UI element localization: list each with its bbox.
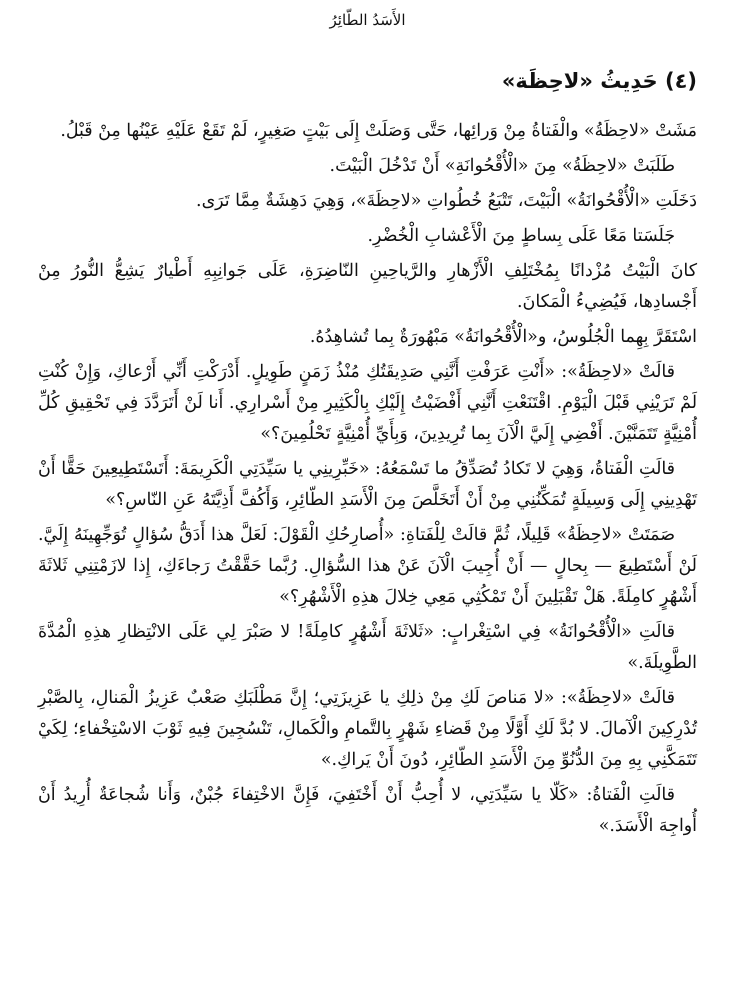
paragraph: كانَ الْبَيْتُ مُزْدانًا بِمُخْتَلِفِ الْأَزْهارِ والرَّياحِينِ النّاضِرَةِ، عَلَى جَوانِبِهِ أَطْيارٌ يَشِعُّ النُّورُ مِنْ أَجْسادِها، فَيُضِيءُ الْمَكانَ. [38, 261, 697, 312]
paragraph: قالَتْ «لاحِظَةُ»: «أَنْتِ عَرَفْتِ أَنَّنِي صَدِيقَتُكِ مُنْذُ زَمَنٍ طَوِيلٍ. أَدْرَكْتِ أَنِّي أَرْعاكِ، وَإِنْ كُنْتِ لَمْ تَرَيْنِي قَبْلَ الْيَوْمِ. اقْتَنَعْتِ أَنَّنِي أَفْضَيْتُ إِلَيْكِ بِالْكَثِيرِ مِنْ أَسْرارِي. أَنا لَنْ أَتَرَدَّدَ فِي تَحْقِيقِ كُلِّ أُمْنِيَّةٍ تَتَمَنَّيْنَ. أَفْضِي إِلَيَّ الْآنَ بِما تُرِيدِينَ، وَبِأَيِّ أُمْنِيَّةٍ تَحْلُمِينَ؟» [38, 362, 697, 444]
paragraph: مَشَتْ «لاحِظَةُ» والْفَتاةُ مِنْ وَرائِها، حَتَّى وَصَلَتْ إِلَى بَيْتٍ صَغِيرٍ، لَمْ تَقَعْ عَلَيْهِ عَيْنُها مِنْ قَبْلُ. [60, 121, 697, 141]
paragraph: اسْتَقَرَّ بِهِما الْجُلُوسُ، و«الْأُقْحُوانَةُ» مَبْهُورَةٌ بِما تُشاهِدُهُ. [309, 327, 697, 347]
paragraph: قالَتِ الْفَتاةُ، وَهِيَ لا تَكادُ تُصَدِّقُ ما تَسْمَعُهُ: «خَبِّرِينِي يا سَيِّدَتِي الْكَرِيمَةَ: أَتَسْتَطِيعِينَ حَقًّا أَنْ تَهْدِينِي إِلَى وَسِيلَةٍ تُمَكِّنُنِي مِنْ أَنْ أَتَخَلَّصَ مِنَ الْأَسَدِ الطّائِرِ، وَأَكُفَّ أَذِيَّتَهُ عَنِ النّاسِ؟» [38, 459, 697, 510]
paragraph: جَلَسَتا مَعًا عَلَى بِساطٍ مِنَ الْأَعْشابِ الْخُضْرِ. [367, 226, 675, 246]
paragraph: طَلَبَتْ «لاحِظَةُ» مِنَ «الْأُقْحُوانَةِ» أَنْ تَدْخُلَ الْبَيْتَ. [329, 156, 675, 176]
paragraph: قالَتِ الْفَتاةُ: «كَلّا يا سَيِّدَتِي، لا أُحِبُّ أَنْ أَخْتَفِيَ، فَإِنَّ الاخْتِفاءَ جُبْنٌ، وَأَنا شُجاعَةٌ أُرِيدُ أَنْ أُواجِهَ الْأَسَدَ.» [38, 785, 697, 836]
chapter-title: (٤) حَدِيثُ «لاحِظَة» [501, 69, 697, 93]
body-text [38, 116, 697, 842]
paragraph: قالَتِ «الْأُقْحُوانَةُ» فِي اسْتِغْرابٍ: «ثَلاثَةَ أَشْهُرٍ كامِلَةً! لا صَبْرَ لِي عَلَى الانْتِظارِ هذِهِ الْمُدَّةَ الطَّوِيلَةَ.» [38, 622, 697, 673]
paragraph: قالَتْ «لاحِظَةُ»: «لا مَناصَ لَكِ مِنْ ذلِكِ يا عَزِيزَتِي؛ إِنَّ مَطْلَبَكِ صَعْبٌ عَزِيزُ الْمَنالِ، بِالصَّبْرِ تُدْرِكِينَ الْآمالَ. لا بُدَّ لَكِ أَوَّلًا مِنْ قَضاءِ شَهْرٍ بِالتَّمامِ والْكَمالِ، تَنْسُجِينَ فِيهِ ثَوْبَ الاسْتِخْفاءِ؛ لِكَيْ تَتَمَكَّنِي بِهِ مِنَ الدُّنُوِّ مِنَ الْأَسَدِ الطّائِرِ، دُونَ أَنْ يَراكِ.» [38, 688, 697, 770]
paragraph: صَمَتَتْ «لاحِظَةُ» قَلِيلًا، ثُمَّ قالَتْ لِلْفَتاةِ: «أُصارِحُكِ الْقَوْلَ: لَعَلَّ هذا أَدَقُّ سُؤالٍ تُوَجِّهِينَهُ إِلَيَّ. لَنْ أَسْتَطِيعَ — بِحالٍ — أَنْ أُجِيبَ الْآنَ عَنْ هذا السُّؤالِ. رُبَّما حَقَّقْتُ رَجاءَكِ، إِذا لازَمْتِنِي ثَلاثَةَ أَشْهُرٍ كامِلَةً. هَلْ تَقْبَلِينَ أَنْ تَمْكُثِي مَعِي خِلالَ هذِهِ الْأَشْهُرِ؟» [38, 525, 697, 607]
running-header: الأَسَدُ الطّائِرُ [329, 11, 406, 29]
paragraph: دَخَلَتِ «الْأُقْحُوانَةُ» الْبَيْتَ، تَتْبَعُ خُطُواتِ «لاحِظَةَ»، وَهِيَ دَهِشَةٌ مِمَّا تَرَى. [196, 191, 697, 211]
